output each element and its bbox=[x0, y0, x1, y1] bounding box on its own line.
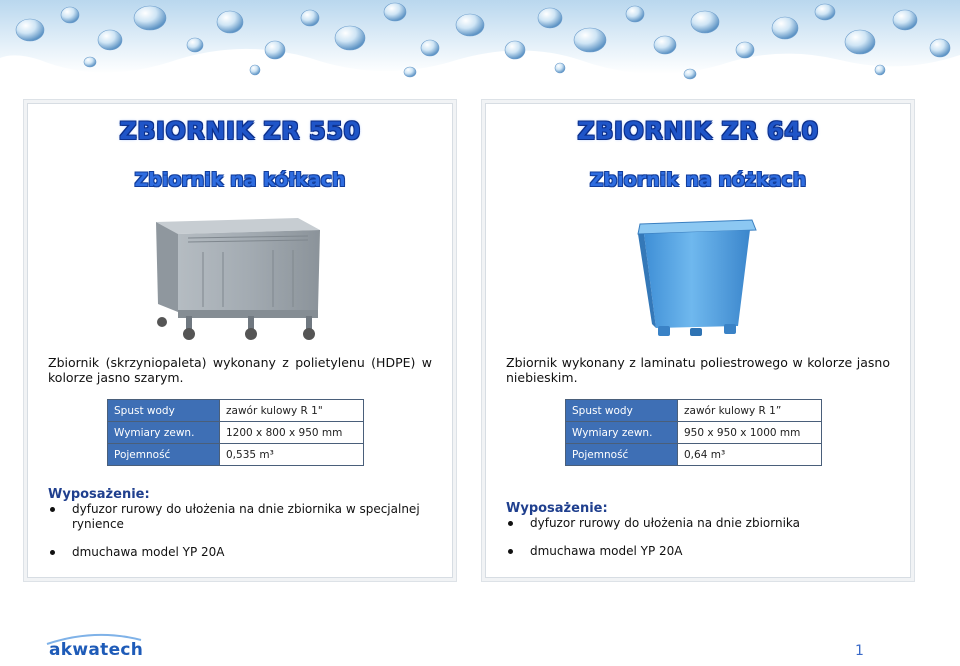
spec-key: Pojemność bbox=[108, 444, 220, 466]
bullet-icon bbox=[50, 507, 55, 512]
blue-tank-image bbox=[634, 214, 759, 344]
spec-key: Spust wody bbox=[108, 400, 220, 422]
list-item bbox=[506, 544, 886, 559]
spec-key: Spust wody bbox=[566, 400, 678, 422]
spec-key: Wymiary zewn. bbox=[108, 422, 220, 444]
product-description: Zbiornik wykonany z laminatu poliestrowego w kolorze jasno niebieskim. bbox=[506, 355, 890, 385]
equipment-heading: Wyposażenie: bbox=[48, 487, 150, 502]
bullet-icon bbox=[50, 550, 55, 555]
spec-row bbox=[566, 422, 822, 444]
bullet-icon bbox=[508, 549, 513, 554]
spec-value: 950 x 950 x 1000 mm bbox=[678, 422, 822, 444]
product-card-zr550 bbox=[27, 103, 453, 578]
page-number: 1 bbox=[855, 643, 864, 659]
spec-value: zawór kulowy R 1" bbox=[220, 400, 364, 422]
spec-table bbox=[565, 399, 822, 466]
spec-table bbox=[107, 399, 364, 466]
spec-row bbox=[566, 400, 822, 422]
spec-key: Wymiary zewn. bbox=[566, 422, 678, 444]
equipment-list bbox=[506, 516, 886, 559]
list-item-text: dyfuzor rurowy do ułożenia na dnie zbiornika w specjalnej rynience bbox=[72, 502, 420, 531]
list-item-text: dmuchawa model YP 20A bbox=[530, 544, 683, 558]
equipment-list bbox=[48, 502, 428, 560]
spec-row bbox=[108, 422, 364, 444]
list-item-text: dmuchawa model YP 20A bbox=[72, 545, 225, 559]
spec-key: Pojemność bbox=[566, 444, 678, 466]
spec-row bbox=[108, 444, 364, 466]
spec-value: 0,64 m³ bbox=[678, 444, 822, 466]
product-card-zr640 bbox=[485, 103, 911, 578]
list-item-text: dyfuzor rurowy do ułożenia na dnie zbiornika bbox=[530, 516, 801, 530]
product-title: ZBIORNIK ZR 550 bbox=[119, 117, 361, 145]
list-item bbox=[506, 516, 886, 531]
spec-value: 0,535 m³ bbox=[220, 444, 364, 466]
list-item bbox=[48, 502, 428, 532]
spec-value: zawór kulowy R 1” bbox=[678, 400, 822, 422]
product-subtitle: Zbiornik na nóżkach bbox=[589, 169, 807, 191]
product-description: Zbiornik (skrzyniopaleta) wykonany z polietylenu (HDPE) w kolorze jasno szarym. bbox=[48, 355, 432, 385]
bullet-icon bbox=[508, 521, 513, 526]
grey-pallet-tank-image bbox=[148, 212, 328, 342]
product-subtitle: Zbiornik na kółkach bbox=[134, 169, 346, 191]
equipment-heading: Wyposażenie: bbox=[506, 501, 608, 516]
water-drops-banner bbox=[0, 0, 960, 100]
spec-row bbox=[566, 444, 822, 466]
product-title: ZBIORNIK ZR 640 bbox=[577, 117, 819, 145]
spec-row bbox=[108, 400, 364, 422]
list-item bbox=[48, 545, 428, 560]
spec-value: 1200 x 800 x 950 mm bbox=[220, 422, 364, 444]
company-logo: akwatech bbox=[49, 640, 144, 660]
